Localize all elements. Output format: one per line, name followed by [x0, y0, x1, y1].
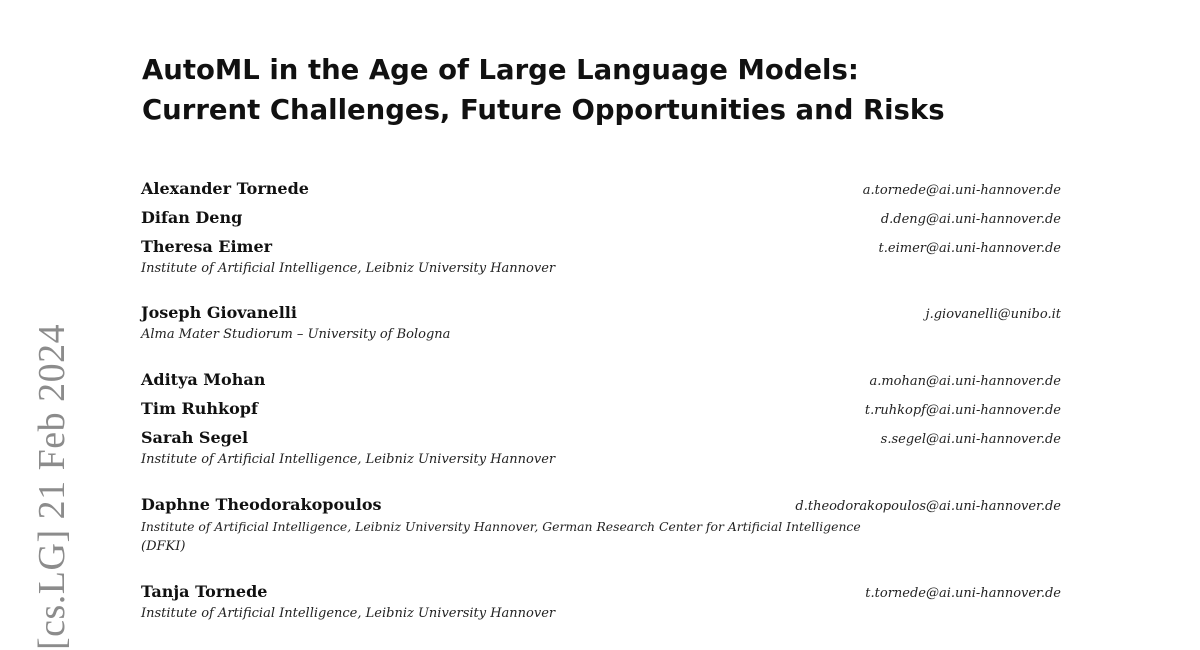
author-row: [141, 208, 1061, 237]
author-row: [141, 179, 1061, 208]
author-group-1: [141, 179, 1061, 279]
author-email[interactable]: t.ruhkopf@ai.uni-hannover.de: [864, 403, 1061, 418]
title-line-2: Current Challenges, Future Opportunities and Risks: [142, 94, 945, 126]
author-row: [141, 399, 1061, 428]
affiliation-line-2: (DFKI): [141, 539, 186, 554]
author-name: Difan Deng: [141, 208, 243, 227]
title-line-1: AutoML in the Age of Large Language Models:: [142, 54, 859, 86]
affiliation: Institute of Artificial Intelligence, Leibniz University Hannover: [141, 606, 556, 621]
author-group-5: [141, 582, 1061, 624]
arxiv-sidebar: [30, 300, 74, 650]
author-email[interactable]: j.giovanelli@unibo.it: [925, 307, 1061, 322]
author-name: Tim Ruhkopf: [141, 399, 258, 418]
author-email[interactable]: a.tornede@ai.uni-hannover.de: [862, 183, 1061, 198]
author-name: Alexander Tornede: [141, 179, 309, 198]
author-name: Aditya Mohan: [141, 370, 266, 389]
author-email[interactable]: a.mohan@ai.uni-hannover.de: [869, 374, 1061, 389]
author-email[interactable]: t.tornede@ai.uni-hannover.de: [865, 586, 1061, 601]
author-email[interactable]: s.segel@ai.uni-hannover.de: [880, 432, 1061, 447]
paper-title: [142, 50, 1102, 130]
author-name: Theresa Eimer: [141, 237, 273, 256]
affiliation: Institute of Artificial Intelligence, Leibniz University Hannover: [141, 452, 556, 467]
author-email[interactable]: d.deng@ai.uni-hannover.de: [880, 212, 1061, 227]
author-name: Tanja Tornede: [141, 582, 268, 601]
affiliation: [141, 517, 1061, 557]
affiliation: Institute of Artificial Intelligence, Leibniz University Hannover: [141, 261, 556, 276]
arxiv-stamp: [cs.LG] 21 Feb 2024: [31, 323, 73, 650]
author-name: Joseph Giovanelli: [141, 303, 297, 322]
author-group-4: [141, 495, 1061, 557]
author-group-2: [141, 303, 1061, 345]
author-name: Sarah Segel: [141, 428, 249, 447]
author-row: [141, 370, 1061, 399]
author-email[interactable]: t.eimer@ai.uni-hannover.de: [878, 241, 1061, 256]
author-group-3: [141, 370, 1061, 470]
author-email[interactable]: d.theodorakopoulos@ai.uni-hannover.de: [795, 499, 1061, 514]
author-name: Daphne Theodorakopoulos: [141, 495, 382, 514]
affiliation: Alma Mater Studiorum – University of Bologna: [141, 327, 451, 342]
affiliation-line-1: Institute of Artificial Intelligence, Leibniz University Hannover, German Research Center for Artificial Intelligence: [141, 519, 861, 534]
